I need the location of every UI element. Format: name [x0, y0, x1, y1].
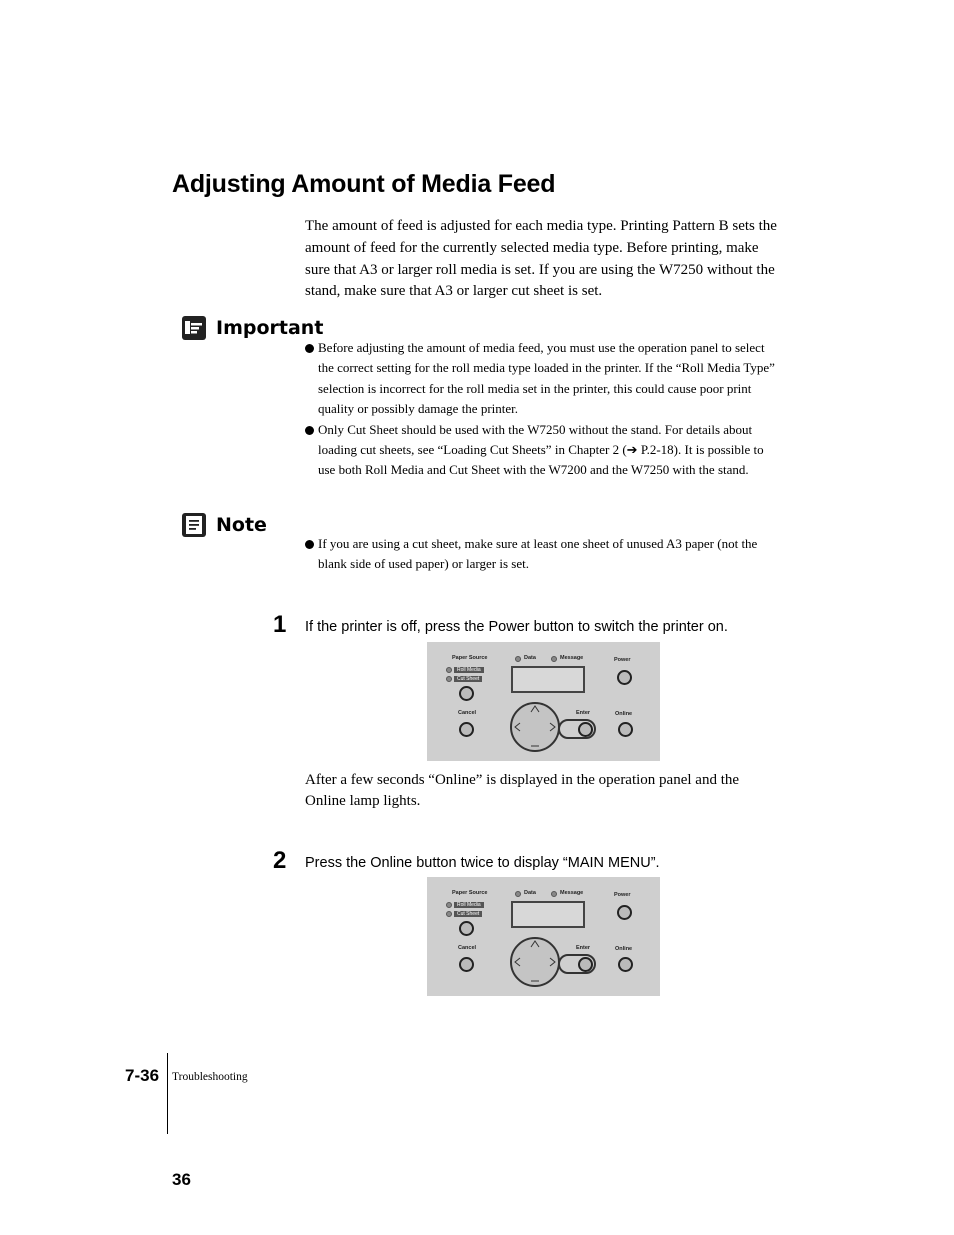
message-lamp	[551, 891, 557, 897]
paper-source-button	[459, 686, 474, 701]
roll-media-lamp	[446, 667, 452, 673]
online-label: Online	[615, 711, 633, 717]
message-label: Message	[560, 890, 584, 896]
cut-sheet-label: Cut Sheet	[454, 911, 482, 917]
step-text: Press the Online button twice to display “MAIN MENU”.	[305, 855, 660, 871]
note-label: Note	[216, 514, 267, 536]
navigation-dial	[510, 702, 560, 752]
data-lamp	[515, 891, 521, 897]
cut-sheet-label: Cut Sheet	[454, 676, 482, 682]
memo-icon	[182, 513, 206, 537]
footer-divider	[167, 1053, 168, 1134]
step-result-text: After a few seconds “Online” is displayed in the operation panel and the Online lamp lights.	[305, 772, 740, 809]
online-button	[618, 957, 633, 972]
page-number: 36	[172, 1170, 191, 1189]
important-label: Important	[216, 317, 324, 339]
important-bullet: Before adjusting the amount of media feed, you must use the operation panel to select the correct setting for the roll media type loaded in the printer. If the “Roll Media Type” selection is incorrect for the roll media set in the printer, this could cause poor print quality or possibly damage the printer.	[305, 338, 783, 420]
operation-panel-illustration	[427, 877, 660, 996]
navigation-dial	[510, 937, 560, 987]
section-page-number: 7-36	[125, 1066, 160, 1085]
paper-source-button	[459, 921, 474, 936]
power-label: Power	[614, 892, 631, 898]
cut-sheet-lamp	[446, 676, 452, 682]
note-heading	[182, 513, 267, 537]
section-name: Troubleshooting	[172, 1071, 248, 1083]
roll-media-lamp	[446, 902, 452, 908]
important-bullet: Only Cut Sheet should be used with the W7250 without the stand. For details about loading cut sheets, see “Loading Cut Sheets” in Chapter 2 (➔ P.2-18). It is possible to use both Roll Media and Cut Sheet with the W7200 and the W7250 with the stand.	[305, 420, 783, 481]
roll-media-label: Roll Media	[454, 902, 484, 908]
data-label: Data	[524, 655, 536, 661]
lcd-display	[511, 666, 585, 693]
pointing-hand-icon	[182, 316, 206, 340]
enter-label: Enter	[576, 945, 591, 951]
cancel-button	[459, 957, 474, 972]
operation-panel-illustration	[427, 642, 660, 761]
online-label: Online	[615, 946, 633, 952]
message-label: Message	[560, 655, 584, 661]
message-lamp	[551, 656, 557, 662]
cancel-label: Cancel	[458, 710, 477, 716]
note-list	[305, 534, 783, 575]
power-label: Power	[614, 657, 631, 663]
data-lamp	[515, 656, 521, 662]
note-bullet: If you are using a cut sheet, make sure at least one sheet of unused A3 paper (not the blank side of used paper) or larger is set.	[305, 534, 783, 575]
paper-source-label: Paper Source	[452, 890, 488, 896]
step-number: 2	[273, 847, 287, 874]
roll-media-label: Roll Media	[454, 667, 484, 673]
important-heading	[182, 316, 323, 340]
online-button	[618, 722, 633, 737]
enter-label: Enter	[576, 710, 591, 716]
step-number: 1	[273, 611, 287, 638]
enter-button	[578, 957, 593, 972]
cancel-button	[459, 722, 474, 737]
intro-paragraph: The amount of feed is adjusted for each media type. Printing Pattern B sets the amount of feed for the currently selected media type. Before printing, make sure that A3 or larger roll media is set. If you are using the W7250 without the stand, make sure that A3 or larger cut sheet is set.	[305, 218, 777, 300]
step-text: If the printer is off, press the Power button to switch the printer on.	[305, 619, 728, 635]
important-list	[305, 338, 783, 481]
power-button	[617, 670, 632, 685]
power-button	[617, 905, 632, 920]
page-title: Adjusting Amount of Media Feed	[172, 170, 556, 198]
enter-button	[578, 722, 593, 737]
data-label: Data	[524, 890, 536, 896]
lcd-display	[511, 901, 585, 928]
paper-source-label: Paper Source	[452, 655, 488, 661]
cut-sheet-lamp	[446, 911, 452, 917]
cancel-label: Cancel	[458, 945, 477, 951]
